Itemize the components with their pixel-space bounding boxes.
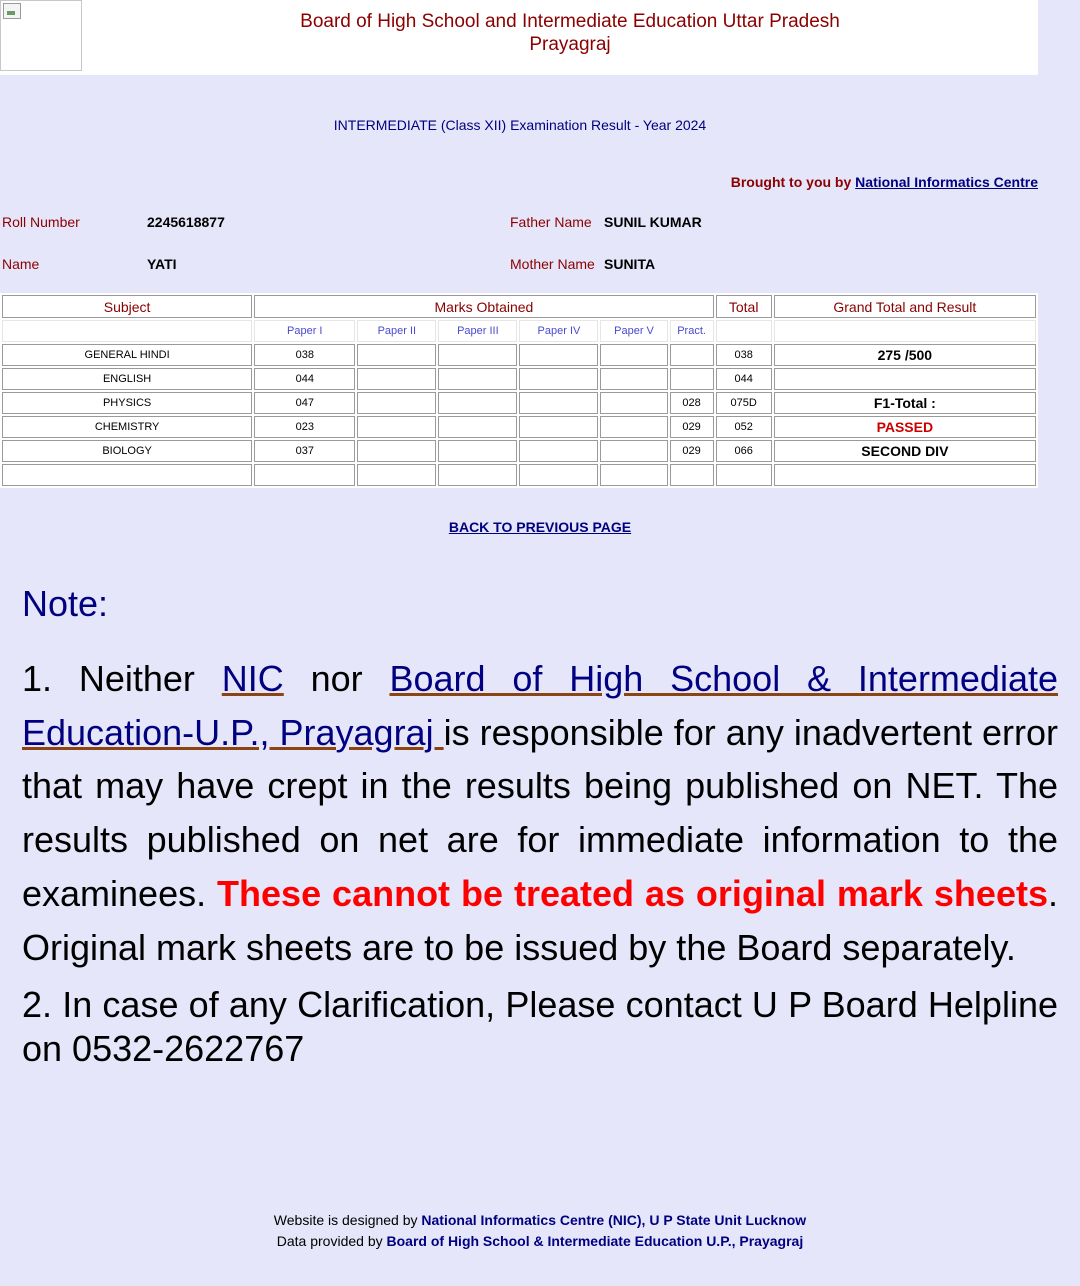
paper3-cell [438, 368, 517, 390]
subject-header: Subject [2, 295, 252, 318]
paper2-cell [357, 392, 436, 414]
note-text: 1. Neither [22, 658, 222, 699]
paper5-cell [600, 344, 667, 366]
roll-number-label: Roll Number [2, 214, 80, 230]
paper5-header: Paper V [600, 320, 667, 342]
brought-by [731, 174, 1038, 190]
table-row [2, 416, 1036, 438]
grand-total-value: 275 /500 [774, 344, 1036, 366]
practical-header: Pract. [670, 320, 714, 342]
board-title [102, 10, 1038, 56]
grand-total-cell [774, 368, 1036, 390]
blank-cell [357, 464, 436, 486]
footer-text: Data provided by [276, 1233, 387, 1249]
board-title-line2: Prayagraj [529, 34, 611, 55]
paper3-header: Paper III [438, 320, 517, 342]
nic-link[interactable]: National Informatics Centre [855, 174, 1038, 190]
paper5-cell [600, 392, 667, 414]
board-logo-image [0, 0, 82, 71]
footer-board-name: Board of High School & Intermediate Education U.P., Prayagraj [386, 1233, 804, 1249]
roll-number-value: 2245618877 [147, 214, 225, 230]
paper4-cell [519, 440, 598, 462]
paper2-cell [357, 344, 436, 366]
paper3-cell [438, 440, 517, 462]
father-name-value: SUNIL KUMAR [604, 214, 702, 230]
mother-name-value: SUNITA [604, 256, 656, 272]
total-header: Total [716, 295, 772, 318]
paper4-header: Paper IV [519, 320, 598, 342]
practical-cell: 028 [670, 392, 714, 414]
back-to-previous-page-link[interactable]: BACK TO PREVIOUS PAGE [448, 519, 632, 535]
paper5-cell [600, 416, 667, 438]
footer-nic-name: National Informatics Centre (NIC), U P State Unit Lucknow [421, 1212, 807, 1228]
note-text: . Original mark sheets are to be issued by the Board separately. [22, 872, 1058, 968]
footer [0, 1210, 1080, 1252]
blank-cell [600, 464, 667, 486]
mother-name-label: Mother Name [510, 256, 595, 272]
practical-cell [670, 368, 714, 390]
table-header-row [2, 295, 1036, 318]
paper2-cell [357, 368, 436, 390]
paper3-cell [438, 416, 517, 438]
blank-cell [438, 464, 517, 486]
board-note-link[interactable]: Board of High School & Intermediate Education-U.P., Prayagraj [22, 658, 1059, 753]
father-name-label: Father Name [510, 214, 592, 230]
blank-cell [774, 320, 1036, 342]
footer-line-2 [0, 1231, 1080, 1252]
footer-text: Website is designed by [273, 1212, 422, 1228]
note-text: is responsible for any inadvertent error that may have crept in the results being published on NET. The results published on net are for immediate information to the examinees. [22, 711, 1059, 914]
paper5-cell [600, 368, 667, 390]
paper2-header: Paper II [357, 320, 436, 342]
note-text: nor [283, 658, 390, 699]
paper4-cell [519, 416, 598, 438]
table-subheader-row [2, 320, 1036, 342]
paper4-cell [519, 368, 598, 390]
blank-cell [716, 464, 772, 486]
total-cell: 052 [716, 416, 772, 438]
blank-cell [716, 320, 772, 342]
subject-cell: CHEMISTRY [2, 416, 252, 438]
name-value: YATI [147, 256, 177, 272]
subject-cell: ENGLISH [2, 368, 252, 390]
table-row [2, 368, 1036, 390]
blank-cell [2, 320, 252, 342]
grand-total-header: Grand Total and Result [774, 295, 1036, 318]
blank-cell [670, 464, 714, 486]
paper1-cell: 037 [254, 440, 355, 462]
paper5-cell [600, 440, 667, 462]
paper1-cell: 038 [254, 344, 355, 366]
exam-title: INTERMEDIATE (Class XII) Examination Result - Year 2024 [333, 117, 707, 133]
subject-cell: GENERAL HINDI [2, 344, 252, 366]
table-row [2, 344, 1036, 366]
practical-cell: 029 [670, 440, 714, 462]
table-row [2, 440, 1036, 462]
paper3-cell [438, 392, 517, 414]
board-title-line1: Board of High School and Intermediate Education Uttar Pradesh [300, 11, 840, 32]
practical-cell [670, 344, 714, 366]
division: SECOND DIV [774, 440, 1036, 462]
subject-cell: BIOLOGY [2, 440, 252, 462]
total-cell: 075D [716, 392, 772, 414]
result-status: PASSED [774, 416, 1036, 438]
blank-cell [519, 464, 598, 486]
note-title: Note: [22, 583, 109, 624]
footer-line-1 [0, 1210, 1080, 1231]
warning-text: These cannot be treated as original mark sheets [217, 872, 1048, 914]
total-cell: 044 [716, 368, 772, 390]
table-row [2, 392, 1036, 414]
paper2-cell [357, 416, 436, 438]
practical-cell: 029 [670, 416, 714, 438]
name-label: Name [2, 256, 40, 272]
subject-cell: PHYSICS [2, 392, 252, 414]
paper1-cell: 047 [254, 392, 355, 414]
paper1-cell: 023 [254, 416, 355, 438]
broken-image-icon [3, 3, 21, 19]
paper1-cell: 044 [254, 368, 355, 390]
f1-total-label: F1-Total : [774, 392, 1036, 414]
paper3-cell [438, 344, 517, 366]
total-cell: 038 [716, 344, 772, 366]
table-row-empty [2, 464, 1036, 486]
note-paragraph-1 [22, 652, 1058, 974]
brought-by-prefix: Brought to you by [730, 174, 852, 190]
paper2-cell [357, 440, 436, 462]
result-table [0, 293, 1038, 488]
marks-obtained-header: Marks Obtained [254, 295, 713, 318]
paper1-header: Paper I [254, 320, 355, 342]
paper4-cell [519, 392, 598, 414]
blank-cell [774, 464, 1036, 486]
total-cell: 066 [716, 440, 772, 462]
blank-cell [254, 464, 355, 486]
nic-note-link[interactable]: NIC [221, 658, 284, 699]
paper4-cell [519, 344, 598, 366]
note-body [22, 652, 1058, 1071]
note-paragraph-2: 2. In case of any Clarification, Please contact U P Board Helpline on 0532-2622767 [22, 984, 1058, 1070]
blank-cell [2, 464, 252, 486]
